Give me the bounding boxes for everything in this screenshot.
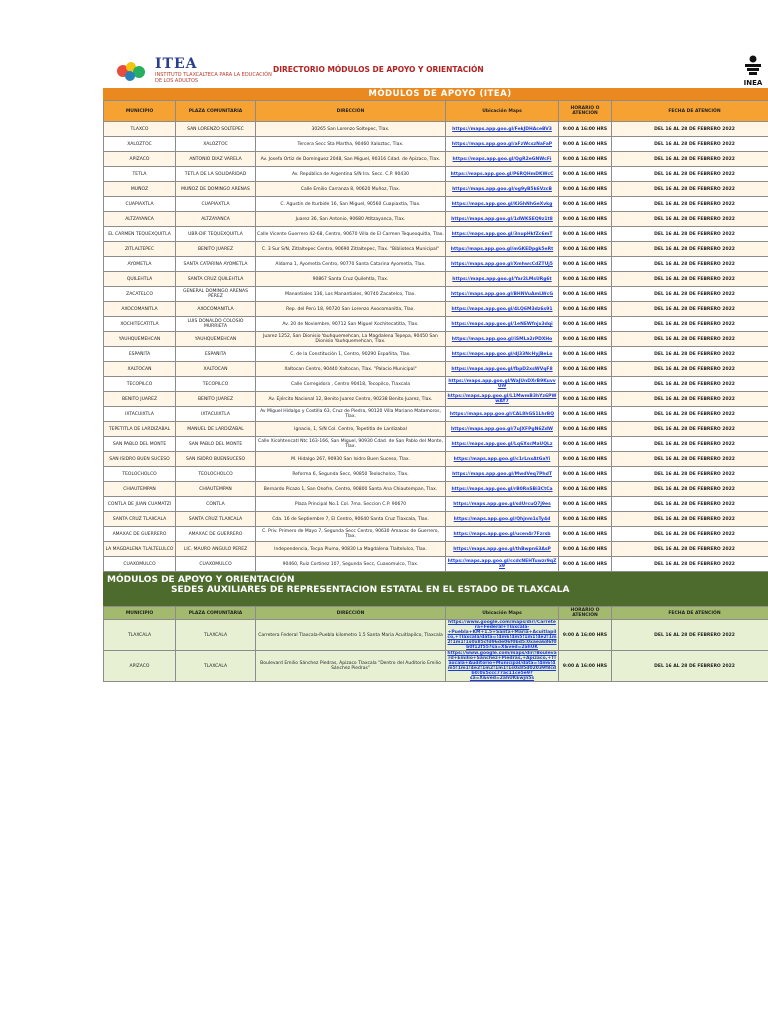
date-cell: DEL 16 AL 28 DE FEBRERO 2022 bbox=[612, 152, 768, 167]
address-cell: Aldama 1, Ayometla Centro, 90770 Santa Catarina Ayometla, Tlax. bbox=[256, 257, 446, 272]
plaza-cell: SANTA CRUZ TLAXCALA bbox=[176, 512, 256, 527]
plaza-cell: SAN LORENZO SOLTEPEC bbox=[176, 122, 256, 137]
hours-cell: 9:00 A 16:00 HRS bbox=[559, 482, 612, 497]
hours-cell: 9:00 A 16:00 HRS bbox=[559, 212, 612, 227]
municipio-cell: AXOCOMANITLA bbox=[104, 302, 176, 317]
maps-link[interactable]: https://maps.app.goo.gl/sdUrcuQ7j9es bbox=[446, 497, 559, 512]
col-ubicacion: Ubicación Maps bbox=[446, 101, 559, 122]
municipio-cell: CUAXOMULCO bbox=[104, 557, 176, 572]
section2-title-line2: SEDES AUXILIARES DE REPRESENTACION ESTATAL EN EL ESTADO DE TLAXCALA bbox=[171, 585, 570, 595]
table-row bbox=[104, 347, 768, 362]
address-cell: Juarez 1252, San Dionisio Yauhquemehcan, La Magdalena Tepepa, 90450 San Dionisio Yauhquemehcan, Tlax. bbox=[256, 332, 446, 347]
maps-link[interactable]: https://maps.app.goo.gl/c1rLnxAtGaYi bbox=[446, 452, 559, 467]
address-cell: Boulevard Emilio Sánchez Piedras, Apizaco Tlaxcala "Dentro del Auditorio Emilio Sánchez Piedras" bbox=[256, 651, 446, 682]
municipio-cell: TLAXCO bbox=[104, 122, 176, 137]
plaza-cell: TEOLOCHOLCO bbox=[176, 467, 256, 482]
table-row bbox=[104, 287, 768, 302]
table-row bbox=[104, 302, 768, 317]
table-row bbox=[104, 197, 768, 212]
hours-cell: 9:00 A 16:00 HRS bbox=[559, 437, 612, 452]
itea-logo bbox=[111, 56, 281, 86]
sedes-table bbox=[103, 606, 768, 682]
address-cell: Independencia, Tecpa Pluma, 90830 La Magdalena Tlaltelulco, Tlax. bbox=[256, 542, 446, 557]
municipio-cell: XALOZTOC bbox=[104, 137, 176, 152]
date-cell: DEL 16 AL 28 DE FEBRERO 2022 bbox=[612, 422, 768, 437]
table-row bbox=[104, 407, 768, 422]
maps-link[interactable]: https://maps.app.goo.gl/dJ33NcHyjBeLo bbox=[446, 347, 559, 362]
plaza-cell: ANTONIO DIAZ VARELA bbox=[176, 152, 256, 167]
address-cell: Manantiales 136, Los Manantiales, 90740 Zacatelco, Tlax. bbox=[256, 287, 446, 302]
address-cell: Tercera Secc Sta Martha, 90460 Xaloztoc, Tlax. bbox=[256, 137, 446, 152]
hours-cell: 9:00 A 16:00 HRS bbox=[559, 362, 612, 377]
maps-link[interactable]: https://maps.app.goo.gl/ucen4r7Fzrsb bbox=[446, 527, 559, 542]
hours-cell: 9:00 A 16:00 HRS bbox=[559, 242, 612, 257]
date-cell: DEL 16 AL 28 DE FEBRERO 2022 bbox=[612, 347, 768, 362]
hours-cell: 9:00 A 16:00 HRS bbox=[559, 542, 612, 557]
hours-cell: 9:00 A 16:00 HRS bbox=[559, 302, 612, 317]
maps-link[interactable]: https://maps.app.goo.gl/BHNVuAmLWcG bbox=[446, 287, 559, 302]
table-row bbox=[104, 332, 768, 347]
document-title: DIRECTORIO MÓDULOS DE APOYO Y ORIENTACIÓN bbox=[273, 65, 484, 74]
municipio-cell: SAN ISIDRO BUEN SUCESO bbox=[104, 452, 176, 467]
municipio-cell: TLAXCALA bbox=[104, 620, 176, 651]
address-cell: C. Priv. Primero de Mayo 7, Segunda Secc Centro, 90630 Amaxac de Guerrero, Tlax. bbox=[256, 527, 446, 542]
maps-link[interactable]: https://maps.app.goo.gl/rB0RnSBi3CtCa bbox=[446, 482, 559, 497]
address-cell: 90867 Santa Cruz Quilehtla, Tlax. bbox=[256, 272, 446, 287]
section2-title bbox=[103, 572, 768, 606]
date-cell: DEL 16 AL 28 DE FEBRERO 2022 bbox=[612, 332, 768, 347]
hours-cell: 9:00 A 16:00 HRS bbox=[559, 527, 612, 542]
hours-cell: 9:00 A 16:00 HRS bbox=[559, 347, 612, 362]
date-cell: DEL 16 AL 28 DE FEBRERO 2022 bbox=[612, 242, 768, 257]
table-row bbox=[104, 542, 768, 557]
table-row bbox=[104, 272, 768, 287]
date-cell: DEL 16 AL 28 DE FEBRERO 2022 bbox=[612, 227, 768, 242]
municipio-cell: ZITLALTEPEC bbox=[104, 242, 176, 257]
date-cell: DEL 16 AL 28 DE FEBRERO 2022 bbox=[612, 452, 768, 467]
maps-link[interactable]: https://maps.app.goo.gl/ccdcNEHTuwzr9qZx9 bbox=[446, 557, 559, 572]
hours-cell: 9:00 A 16:00 HRS bbox=[559, 422, 612, 437]
hours-cell: 9:00 A 16:00 HRS bbox=[559, 620, 612, 651]
date-cell: DEL 16 AL 28 DE FEBRERO 2022 bbox=[612, 407, 768, 422]
plaza-cell: LUIS DONALDO COLOSIO MURRIETA bbox=[176, 317, 256, 332]
address-cell: Av. Josefa Ortiz de Domínguez 2048, San Miguel, 90316 Cdad. de Apizaco, Tlax. bbox=[256, 152, 446, 167]
table-row bbox=[104, 422, 768, 437]
date-cell: DEL 16 AL 28 DE FEBRERO 2022 bbox=[612, 197, 768, 212]
maps-link[interactable]: https://www.google.com/maps/dir//Carretera+Federal+Tlaxcala-+Puebla+KM+1.5+Santa+Maria+Acuitlapilco,+Tlaxcala/data=!4m6!4m5!1m1!4e2!1m2!1m1!1s0x85cfd96de06f0bd5:0xaea686f0b0f12f55?sa=X&ved=2ahUK bbox=[447, 620, 557, 650]
hours-cell: 9:00 A 16:00 HRS bbox=[559, 182, 612, 197]
address-cell: 30265 San Lorenzo Soltepec, Tlax. bbox=[256, 122, 446, 137]
table-row bbox=[104, 482, 768, 497]
date-cell: DEL 16 AL 28 DE FEBRERO 2022 bbox=[612, 272, 768, 287]
municipio-cell: AYOMETLA bbox=[104, 257, 176, 272]
address-cell: Cda. 16 de Septiembre 7, El Centro, 90640 Santa Cruz Tlaxcala, Tlax. bbox=[256, 512, 446, 527]
table-row bbox=[104, 467, 768, 482]
plaza-cell: AXOCOMANITLA bbox=[176, 302, 256, 317]
municipio-cell: QUILEHTLA bbox=[104, 272, 176, 287]
maps-link[interactable]: https://maps.app.goo.gl/FekJDHAceBV3 bbox=[446, 122, 559, 137]
date-cell: DEL 16 AL 28 DE FEBRERO 2022 bbox=[612, 167, 768, 182]
address-cell: Calle Vicente Guerrero 42-68, Centro, 90670 Villa de El Carmen Tequexquitla, Tlax. bbox=[256, 227, 446, 242]
plaza-cell: ALTZAYANCA bbox=[176, 212, 256, 227]
col-direccion: DIRECCIÓN bbox=[256, 101, 446, 122]
maps-link[interactable]: https://maps.app.goo.gl/Qhjnm1sTy4d bbox=[446, 512, 559, 527]
section2-title-line1: MÓDULOS DE APOYO Y ORIENTACIÓN bbox=[107, 575, 295, 585]
maps-link[interactable]: https://maps.app.goo.gl/4LQ6M3dz6s91 bbox=[446, 302, 559, 317]
hours-cell: 9:00 A 16:00 HRS bbox=[559, 467, 612, 482]
address-cell: Av. 20 de Noviembre, 90712 San Miguel Xochitecatitla, Tlax. bbox=[256, 317, 446, 332]
logo-subtitle: INSTITUTO TLAXCALTECA PARA LA EDUCACIÓN DE LOS ADULTOS bbox=[155, 72, 272, 84]
date-cell: DEL 16 AL 28 DE FEBRERO 2022 bbox=[612, 377, 768, 392]
date-cell: DEL 16 AL 28 DE FEBRERO 2022 bbox=[612, 620, 768, 651]
modules-table bbox=[103, 100, 768, 572]
address-cell: Calle Corregidora , Centro 90418, Tecopilco, Tlaxcala bbox=[256, 377, 446, 392]
col-horario: HORARIO O ATENCIÓN bbox=[559, 101, 612, 122]
hours-cell: 9:00 A 16:00 HRS bbox=[559, 651, 612, 682]
plaza-cell: BENITO JUAREZ bbox=[176, 242, 256, 257]
maps-link[interactable]: https://maps.app.goo.gl/aFzWcszNaFaP bbox=[446, 137, 559, 152]
address-cell: Bernardo Picazo 1, San Onofre, Centro, 90800 Santa Ana Chiautempan, Tlax. bbox=[256, 482, 446, 497]
table-row bbox=[104, 182, 768, 197]
municipio-cell: CONTLA DE JUAN CUAMATZI bbox=[104, 497, 176, 512]
hours-cell: 9:00 A 16:00 HRS bbox=[559, 407, 612, 422]
plaza-cell: MUÑOZ DE DOMINGO ARENAS bbox=[176, 182, 256, 197]
municipio-cell: XALTOCAN bbox=[104, 362, 176, 377]
hours-cell: 9:00 A 16:00 HRS bbox=[559, 227, 612, 242]
hours-cell: 9:00 A 16:00 HRS bbox=[559, 392, 612, 407]
municipio-cell: TEPETITLA DE LARDIZABAL bbox=[104, 422, 176, 437]
plaza-cell: IXTACUIXTLA bbox=[176, 407, 256, 422]
inea-label: INEA bbox=[743, 79, 763, 87]
plaza-cell: CONTLA bbox=[176, 497, 256, 512]
col-ubicacion: Ubicación Maps bbox=[446, 607, 559, 620]
date-cell: DEL 16 AL 28 DE FEBRERO 2022 bbox=[612, 257, 768, 272]
municipio-cell: ALTZAYANCA bbox=[104, 212, 176, 227]
date-cell: DEL 16 AL 28 DE FEBRERO 2022 bbox=[612, 287, 768, 302]
date-cell: DEL 16 AL 28 DE FEBRERO 2022 bbox=[612, 182, 768, 197]
date-cell: DEL 16 AL 28 DE FEBRERO 2022 bbox=[612, 437, 768, 452]
date-cell: DEL 16 AL 28 DE FEBRERO 2022 bbox=[612, 467, 768, 482]
table-header-row bbox=[104, 607, 768, 620]
address-cell: Ignacio, 1, S/N Col. Centro, Tepetitla de Lardizabal bbox=[256, 422, 446, 437]
plaza-cell: TECOPILCO bbox=[176, 377, 256, 392]
maps-link[interactable]: https://maps.app.goo.gl/KiGhNhGeXvkg bbox=[446, 197, 559, 212]
date-cell: DEL 16 AL 28 DE FEBRERO 2022 bbox=[612, 137, 768, 152]
maps-link[interactable]: https://maps.app.goo.gl/QgR2eGNWcFi bbox=[446, 152, 559, 167]
hours-cell: 9:00 A 16:00 HRS bbox=[559, 557, 612, 572]
plaza-cell: CHIAUTEMPAN bbox=[176, 482, 256, 497]
maps-link[interactable]: https://maps.app.goo.gl/L1MwmB3hYz6PWwAY7 bbox=[446, 392, 559, 407]
date-cell: DEL 16 AL 28 DE FEBRERO 2022 bbox=[612, 302, 768, 317]
col-fecha: FECHA DE ATENCIÓN bbox=[612, 607, 768, 620]
itea-emblem-icon bbox=[113, 59, 149, 83]
col-municipio: MUNICIPIO bbox=[104, 101, 176, 122]
municipio-cell: CUAPIAXTLA bbox=[104, 197, 176, 212]
maps-link[interactable]: https://maps.app.goo.gl/MwdVeq7PhdT bbox=[446, 467, 559, 482]
maps-link[interactable]: https://maps.app.goo.gl/fbpD2xsWVqF8 bbox=[446, 362, 559, 377]
maps-link[interactable]: https://maps.app.goo.gl/1eNEWfnjx3dqi bbox=[446, 317, 559, 332]
table-row bbox=[104, 452, 768, 467]
table-row bbox=[104, 512, 768, 527]
date-cell: DEL 16 AL 28 DE FEBRERO 2022 bbox=[612, 317, 768, 332]
table-row bbox=[104, 557, 768, 572]
directory-sheet bbox=[103, 54, 768, 682]
plaza-cell: SANTA CATARINA AYOMETLA bbox=[176, 257, 256, 272]
plaza-cell: XALOZTOC bbox=[176, 137, 256, 152]
col-plaza: PLAZA COMUNITARIA bbox=[176, 607, 256, 620]
municipio-cell: ESPAÑITA bbox=[104, 347, 176, 362]
hours-cell: 9:00 A 16:00 HRS bbox=[559, 137, 612, 152]
col-direccion: DIRECCIÓN bbox=[256, 607, 446, 620]
plaza-cell: GENERAL DOMINGO ARENAS PÉREZ bbox=[176, 287, 256, 302]
table-row bbox=[104, 377, 768, 392]
col-horario: HORARIO O ATENCIÓN bbox=[559, 607, 612, 620]
date-cell: DEL 16 AL 28 DE FEBRERO 2022 bbox=[612, 122, 768, 137]
col-fecha: FECHA DE ATENCIÓN bbox=[612, 101, 768, 122]
hours-cell: 9:00 A 16:00 HRS bbox=[559, 197, 612, 212]
section1-title: MÓDULOS DE APOYO (ITEA) bbox=[103, 88, 768, 100]
date-cell: DEL 16 AL 28 DE FEBRERO 2022 bbox=[612, 392, 768, 407]
plaza-cell: SAN PABLO DEL MONTE bbox=[176, 437, 256, 452]
plaza-cell: ESPAÑITA bbox=[176, 347, 256, 362]
table-row bbox=[104, 227, 768, 242]
municipio-cell: TEOLOCHOLCO bbox=[104, 467, 176, 482]
maps-link[interactable]: https://maps.app.goo.gl/CAL8hGS1LhrBQ bbox=[446, 407, 559, 422]
maps-link[interactable]: https://www.google.com/maps/dir//Boulevard+Emilio+Sánchez+Piedras,+Apizaco,+Tlaxcala+Auditorio+Municipal/data=!4m6!4m5!1m1!4e2!1m2!1m1!1s0x85d02039f8cdb0:0x5ccc77ac11ce5e9?sa=X&ved=2ahUKEwjn5s bbox=[447, 651, 557, 681]
maps-link[interactable]: https://maps.app.goo.gl/mGKEDpgk5eRt bbox=[446, 242, 559, 257]
table-row bbox=[104, 257, 768, 272]
plaza-cell: LIC. MAURO ANGULO PEREZ bbox=[176, 542, 256, 557]
date-cell: DEL 16 AL 28 DE FEBRERO 2022 bbox=[612, 557, 768, 572]
table-row bbox=[104, 651, 768, 682]
plaza-cell: UBR-DIF TEQUEXQUITLA bbox=[176, 227, 256, 242]
address-cell: Av. República de Argentina S/N Ira. Secc. C.P. 90430 bbox=[256, 167, 446, 182]
address-cell: Rep. del Perú 18, 90720 San Lorenzo Axocomanitla, Tlax. bbox=[256, 302, 446, 317]
address-cell: C. 3 Sur S/N, Zitlaltepec Centro, 90690 Zitlaltepec, Tlax. "Biblioteca Municipal" bbox=[256, 242, 446, 257]
municipio-cell: TETLA bbox=[104, 167, 176, 182]
inea-figure-icon bbox=[742, 55, 764, 77]
address-cell: Juarez 36, San Antonio, 90680 Atltzayanca, Tlax. bbox=[256, 212, 446, 227]
table-row bbox=[104, 152, 768, 167]
table-row bbox=[104, 167, 768, 182]
table-row bbox=[104, 137, 768, 152]
maps-link[interactable]: https://maps.app.goo.gl/7uJXFPgN6ZdW bbox=[446, 422, 559, 437]
date-cell: DEL 16 AL 28 DE FEBRERO 2022 bbox=[612, 482, 768, 497]
address-cell: Xaltocan Centro, 90440 Xaltocan, Tlax. "Palacio Municipal" bbox=[256, 362, 446, 377]
hours-cell: 9:00 A 16:00 HRS bbox=[559, 332, 612, 347]
col-municipio: MUNICIPIO bbox=[104, 607, 176, 620]
municipio-cell: APIZACO bbox=[104, 651, 176, 682]
municipio-cell: APIZACO bbox=[104, 152, 176, 167]
address-cell: Carretera Federal Tlaxcala-Puebla kilometro 1.5 Santa Maria Acuitlapilco, Tlaxcala bbox=[256, 620, 446, 651]
maps-link[interactable]: https://maps.app.goo.gl/XmhwcCdZTUj5 bbox=[446, 257, 559, 272]
table-row bbox=[104, 122, 768, 137]
hours-cell: 9:00 A 16:00 HRS bbox=[559, 272, 612, 287]
address-cell: Reforma 6, Segunda Secc, 90850 Teolocholco, Tlax. bbox=[256, 467, 446, 482]
municipio-cell: LA MAGDALENA TLALTELULCO bbox=[104, 542, 176, 557]
hours-cell: 9:00 A 16:00 HRS bbox=[559, 287, 612, 302]
plaza-cell: SAN ISIDRO BUENSUCESO bbox=[176, 452, 256, 467]
logo-title: ITEA bbox=[155, 56, 198, 72]
plaza-cell: XALTOCAN bbox=[176, 362, 256, 377]
date-cell: DEL 16 AL 28 DE FEBRERO 2022 bbox=[612, 542, 768, 557]
hours-cell: 9:00 A 16:00 HRS bbox=[559, 122, 612, 137]
table-row bbox=[104, 392, 768, 407]
maps-link[interactable]: https://maps.app.goo.gl/Yar2LMsURg6t bbox=[446, 272, 559, 287]
address-cell: 90460, Ruiz Cortinez 107, Segunda Secc, Cuaxomulco, Tlax. bbox=[256, 557, 446, 572]
date-cell: DEL 16 AL 28 DE FEBRERO 2022 bbox=[612, 512, 768, 527]
table-row bbox=[104, 620, 768, 651]
maps-link[interactable]: https://maps.app.goo.gl/WaJUnDXrB9KuvvUi9 bbox=[446, 377, 559, 392]
maps-link[interactable]: https://maps.app.goo.gl/thBwpn63AsP bbox=[446, 542, 559, 557]
plaza-cell: TLAXCALA bbox=[176, 620, 256, 651]
table-row bbox=[104, 497, 768, 512]
date-cell: DEL 16 AL 28 DE FEBRERO 2022 bbox=[612, 497, 768, 512]
plaza-cell: YAUHQUEMEHCAN bbox=[176, 332, 256, 347]
address-cell: C. Agustín de Iturbide 16, San Miguel, 90560 Cuapiaxtla, Tlax. bbox=[256, 197, 446, 212]
hours-cell: 9:00 A 16:00 HRS bbox=[559, 452, 612, 467]
date-cell: DEL 16 AL 28 DE FEBRERO 2022 bbox=[612, 362, 768, 377]
date-cell: DEL 16 AL 28 DE FEBRERO 2022 bbox=[612, 527, 768, 542]
plaza-cell: TETLA DE LA SOLIDARIDAD bbox=[176, 167, 256, 182]
municipio-cell: BENITO JUAREZ bbox=[104, 392, 176, 407]
maps-link[interactable]: https://maps.app.goo.gl/og9yB5k6VzcB bbox=[446, 182, 559, 197]
hours-cell: 9:00 A 16:00 HRS bbox=[559, 257, 612, 272]
plaza-cell: BENITO JUAREZ bbox=[176, 392, 256, 407]
table-row bbox=[104, 362, 768, 377]
municipio-cell: YAUHQUEMEHCAN bbox=[104, 332, 176, 347]
maps-link[interactable]: https://maps.app.goo.gl/1dWKSEQ9z1t8 bbox=[446, 212, 559, 227]
inea-logo bbox=[735, 55, 768, 87]
address-cell: Calle Xicohtencatl Ntc 163-166, San Miguel, 90930 Cdad. de San Pablo del Monte, Tlax. bbox=[256, 437, 446, 452]
table-row bbox=[104, 242, 768, 257]
maps-link[interactable]: https://maps.app.goo.gl/P6RQHmDKWcC bbox=[446, 167, 559, 182]
address-cell: Av. Ejército Nacional 12, Benito Juarez Centro, 90238 Benito Juarez, Tlax. bbox=[256, 392, 446, 407]
municipio-cell: SAN PABLO DEL MONTE bbox=[104, 437, 176, 452]
table-row bbox=[104, 212, 768, 227]
address-cell: Plaza Principal No.1 Col. 7ma. Seccion C.P. 90670 bbox=[256, 497, 446, 512]
municipio-cell: ZACATELCO bbox=[104, 287, 176, 302]
table-row bbox=[104, 527, 768, 542]
hours-cell: 9:00 A 16:00 HRS bbox=[559, 152, 612, 167]
hours-cell: 9:00 A 16:00 HRS bbox=[559, 377, 612, 392]
plaza-cell: SANTA CRUZ QUILEHTLA bbox=[176, 272, 256, 287]
municipio-cell: SANTA CRUZ TLAXCALA bbox=[104, 512, 176, 527]
maps-link[interactable]: https://maps.app.goo.gl/Lq6XscMaUQLz bbox=[446, 437, 559, 452]
date-cell: DEL 16 AL 28 DE FEBRERO 2022 bbox=[612, 651, 768, 682]
address-cell: C. de la Constitución 1, Centro, 90290 Españita, Tlax. bbox=[256, 347, 446, 362]
hours-cell: 9:00 A 16:00 HRS bbox=[559, 497, 612, 512]
municipio-cell: XOCHITECATITLA bbox=[104, 317, 176, 332]
document-header bbox=[103, 54, 768, 88]
municipio-cell: TECOPILCO bbox=[104, 377, 176, 392]
municipio-cell: AMAXAC DE GUERRERO bbox=[104, 527, 176, 542]
plaza-cell: TLAXCALA bbox=[176, 651, 256, 682]
municipio-cell: IXTACUIXTLA bbox=[104, 407, 176, 422]
date-cell: DEL 16 AL 28 DE FEBRERO 2022 bbox=[612, 212, 768, 227]
hours-cell: 9:00 A 16:00 HRS bbox=[559, 167, 612, 182]
plaza-cell: AMAXAC DE GUERRERO bbox=[176, 527, 256, 542]
col-plaza: PLAZA COMUNITARIA bbox=[176, 101, 256, 122]
municipio-cell: EL CARMEN TEQUEXQUITLA bbox=[104, 227, 176, 242]
table-row bbox=[104, 437, 768, 452]
municipio-cell: MUÑOZ bbox=[104, 182, 176, 197]
table-row bbox=[104, 317, 768, 332]
address-cell: Calle Emilio Carranza 8, 90620 Muñoz, Tlax. bbox=[256, 182, 446, 197]
plaza-cell: CUAXOMULCO bbox=[176, 557, 256, 572]
municipio-cell: CHIAUTEMPAN bbox=[104, 482, 176, 497]
plaza-cell: MANUEL DE LARDIZABAL bbox=[176, 422, 256, 437]
hours-cell: 9:00 A 16:00 HRS bbox=[559, 512, 612, 527]
maps-link[interactable]: https://maps.app.goo.gl/iSMLa2rPDXHo bbox=[446, 332, 559, 347]
plaza-cell: CUAPIAXTLA bbox=[176, 197, 256, 212]
table-header-row bbox=[104, 101, 768, 122]
address-cell: Av Miguel Hidalgo y Costilla 63, Cruz de Piedra, 90120 Villa Mariano Matamoros, Tlax. bbox=[256, 407, 446, 422]
maps-link[interactable]: https://maps.app.goo.gl/3nupHkfZc6mT bbox=[446, 227, 559, 242]
hours-cell: 9:00 A 16:00 HRS bbox=[559, 317, 612, 332]
address-cell: M. Hidalgo 267, 90930 San Isidro Buen Suceso, Tlax. bbox=[256, 452, 446, 467]
